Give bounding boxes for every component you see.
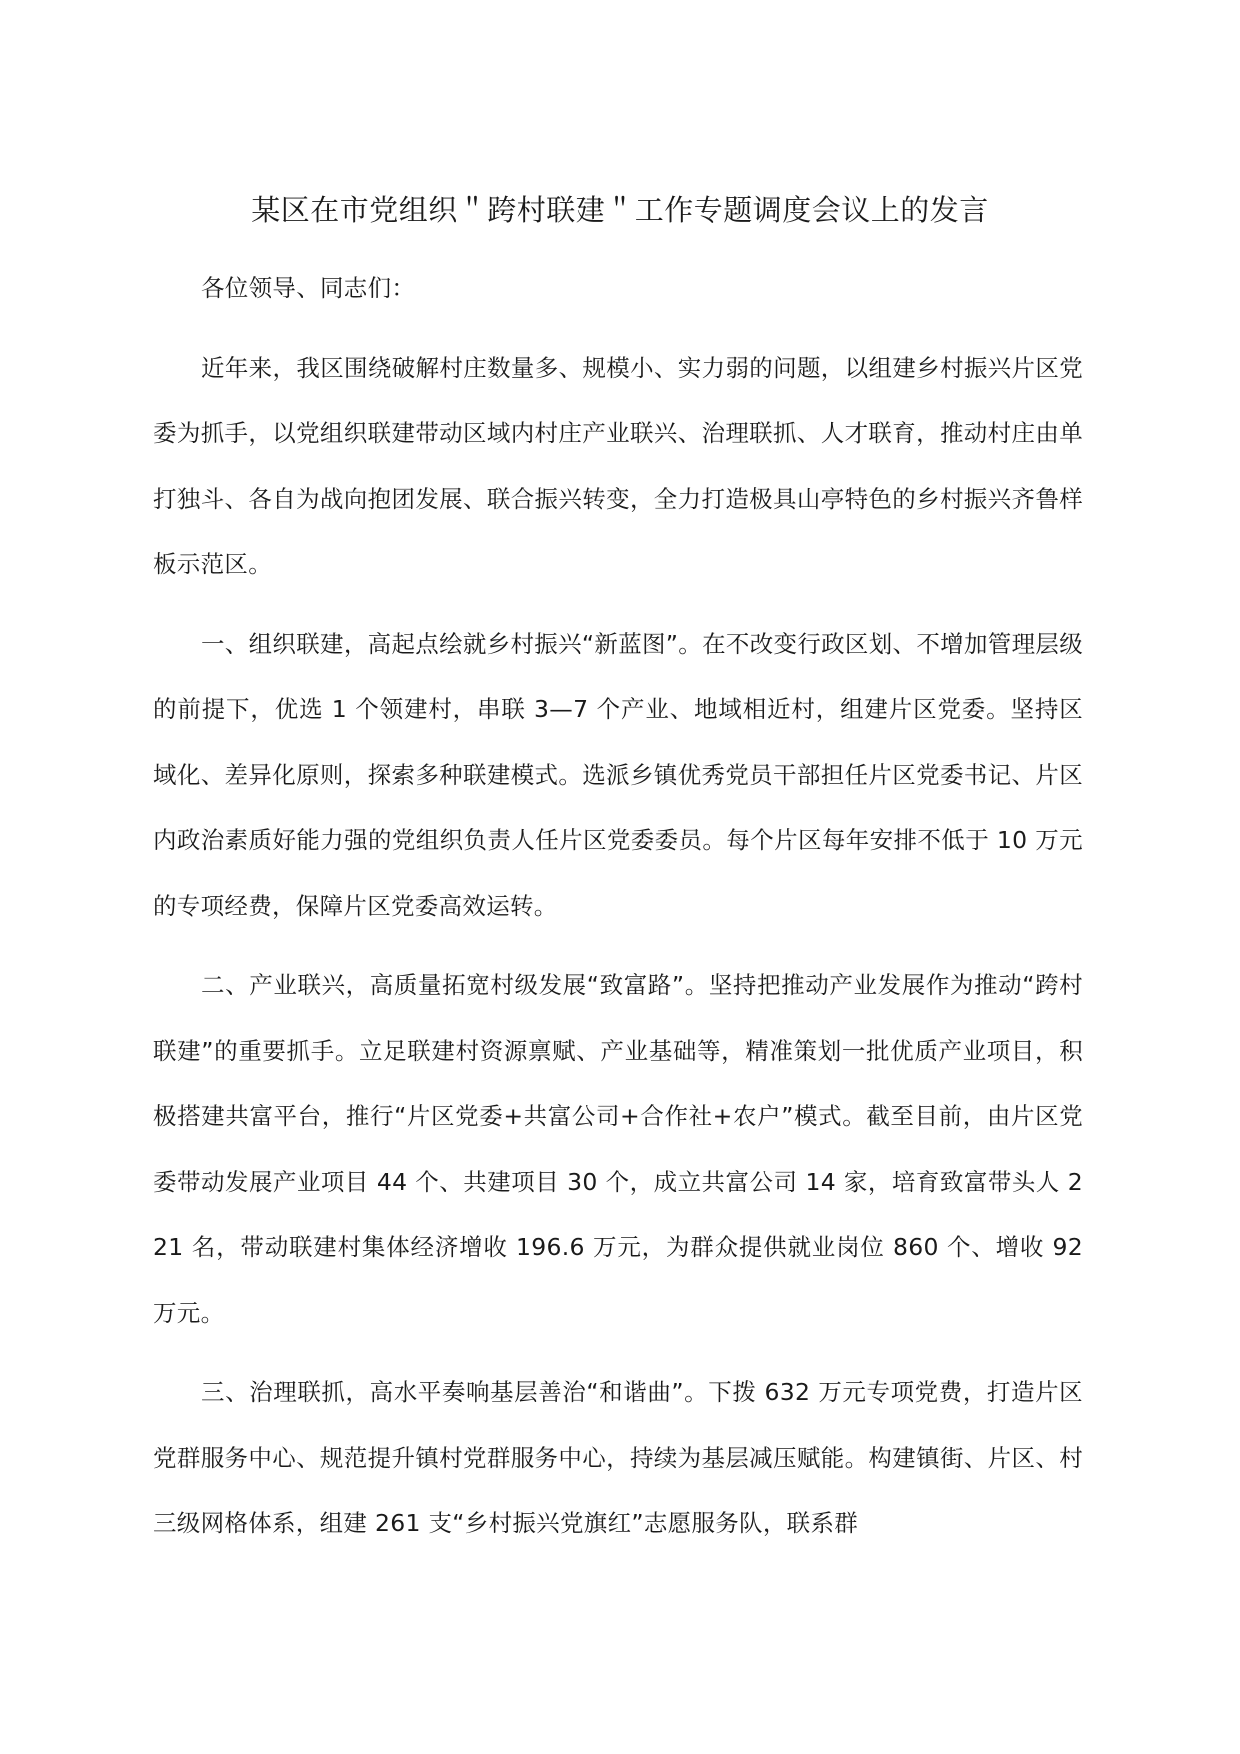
paragraph-section-2: 二、产业联兴，高质量拓宽村级发展“致富路”。坚持把推动产业发展作为推动“跨村联建”的重要抓手。立足联建村资源禀赋、产业基础等，精准策划一批优质产业项目，积极搭建共富平台，推行“片区党委+共富公司+合作社+农户”模式。截至目前，由片区党委带动发展产业项目 44 个、共建项目 30 个，成立共富公司 14 家，培育致富带头人 221 名，带动联建村集体经济增收 196.6 万元，为群众提供就业岗位 860 个、增收 92 万元。 — [153, 971, 1083, 1327]
paragraph-section-3: 三、治理联抓，高水平奏响基层善治“和谐曲”。下拨 632 万元专项党费，打造片区党群服务中心、规范提升镇村党群服务中心，持续为基层减压赋能。构建镇街、片区、村三级网格体系，组建 261 支“乡村振兴党旗红”志愿服务队，联系群 — [153, 1378, 1083, 1537]
document-body — [153, 256, 1083, 1571]
paragraph-section-1: 一、组织联建，高起点绘就乡村振兴“新蓝图”。在不改变行政区划、不增加管理层级的前提下，优选 1 个领建村，串联 3—7 个产业、地域相近村，组建片区党委。坚持区域化、差异化原则，探索多种联建模式。选派乡镇优秀党员干部担任片区党委书记、片区内政治素质好能力强的党组织负责人任片区党委委员。每个片区每年安排不低于 10 万元的专项经费，保障片区党委高效运转。 — [153, 629, 1083, 920]
document-title: 某区在市党组织＂跨村联建＂工作专题调度会议上的发言 — [251, 193, 989, 227]
salutation: 各位领导、同志们： — [201, 274, 416, 302]
paragraph-intro: 近年来，我区围绕破解村庄数量多、规模小、实力弱的问题，以组建乡村振兴片区党委为抓手，以党组织联建带动区域内村庄产业联兴、治理联抓、人才联育，推动村庄由单打独斗、各自为战向抱团发展、联合振兴转变，全力打造极具山亭特色的乡村振兴齐鲁样板示范区。 — [153, 353, 1083, 578]
